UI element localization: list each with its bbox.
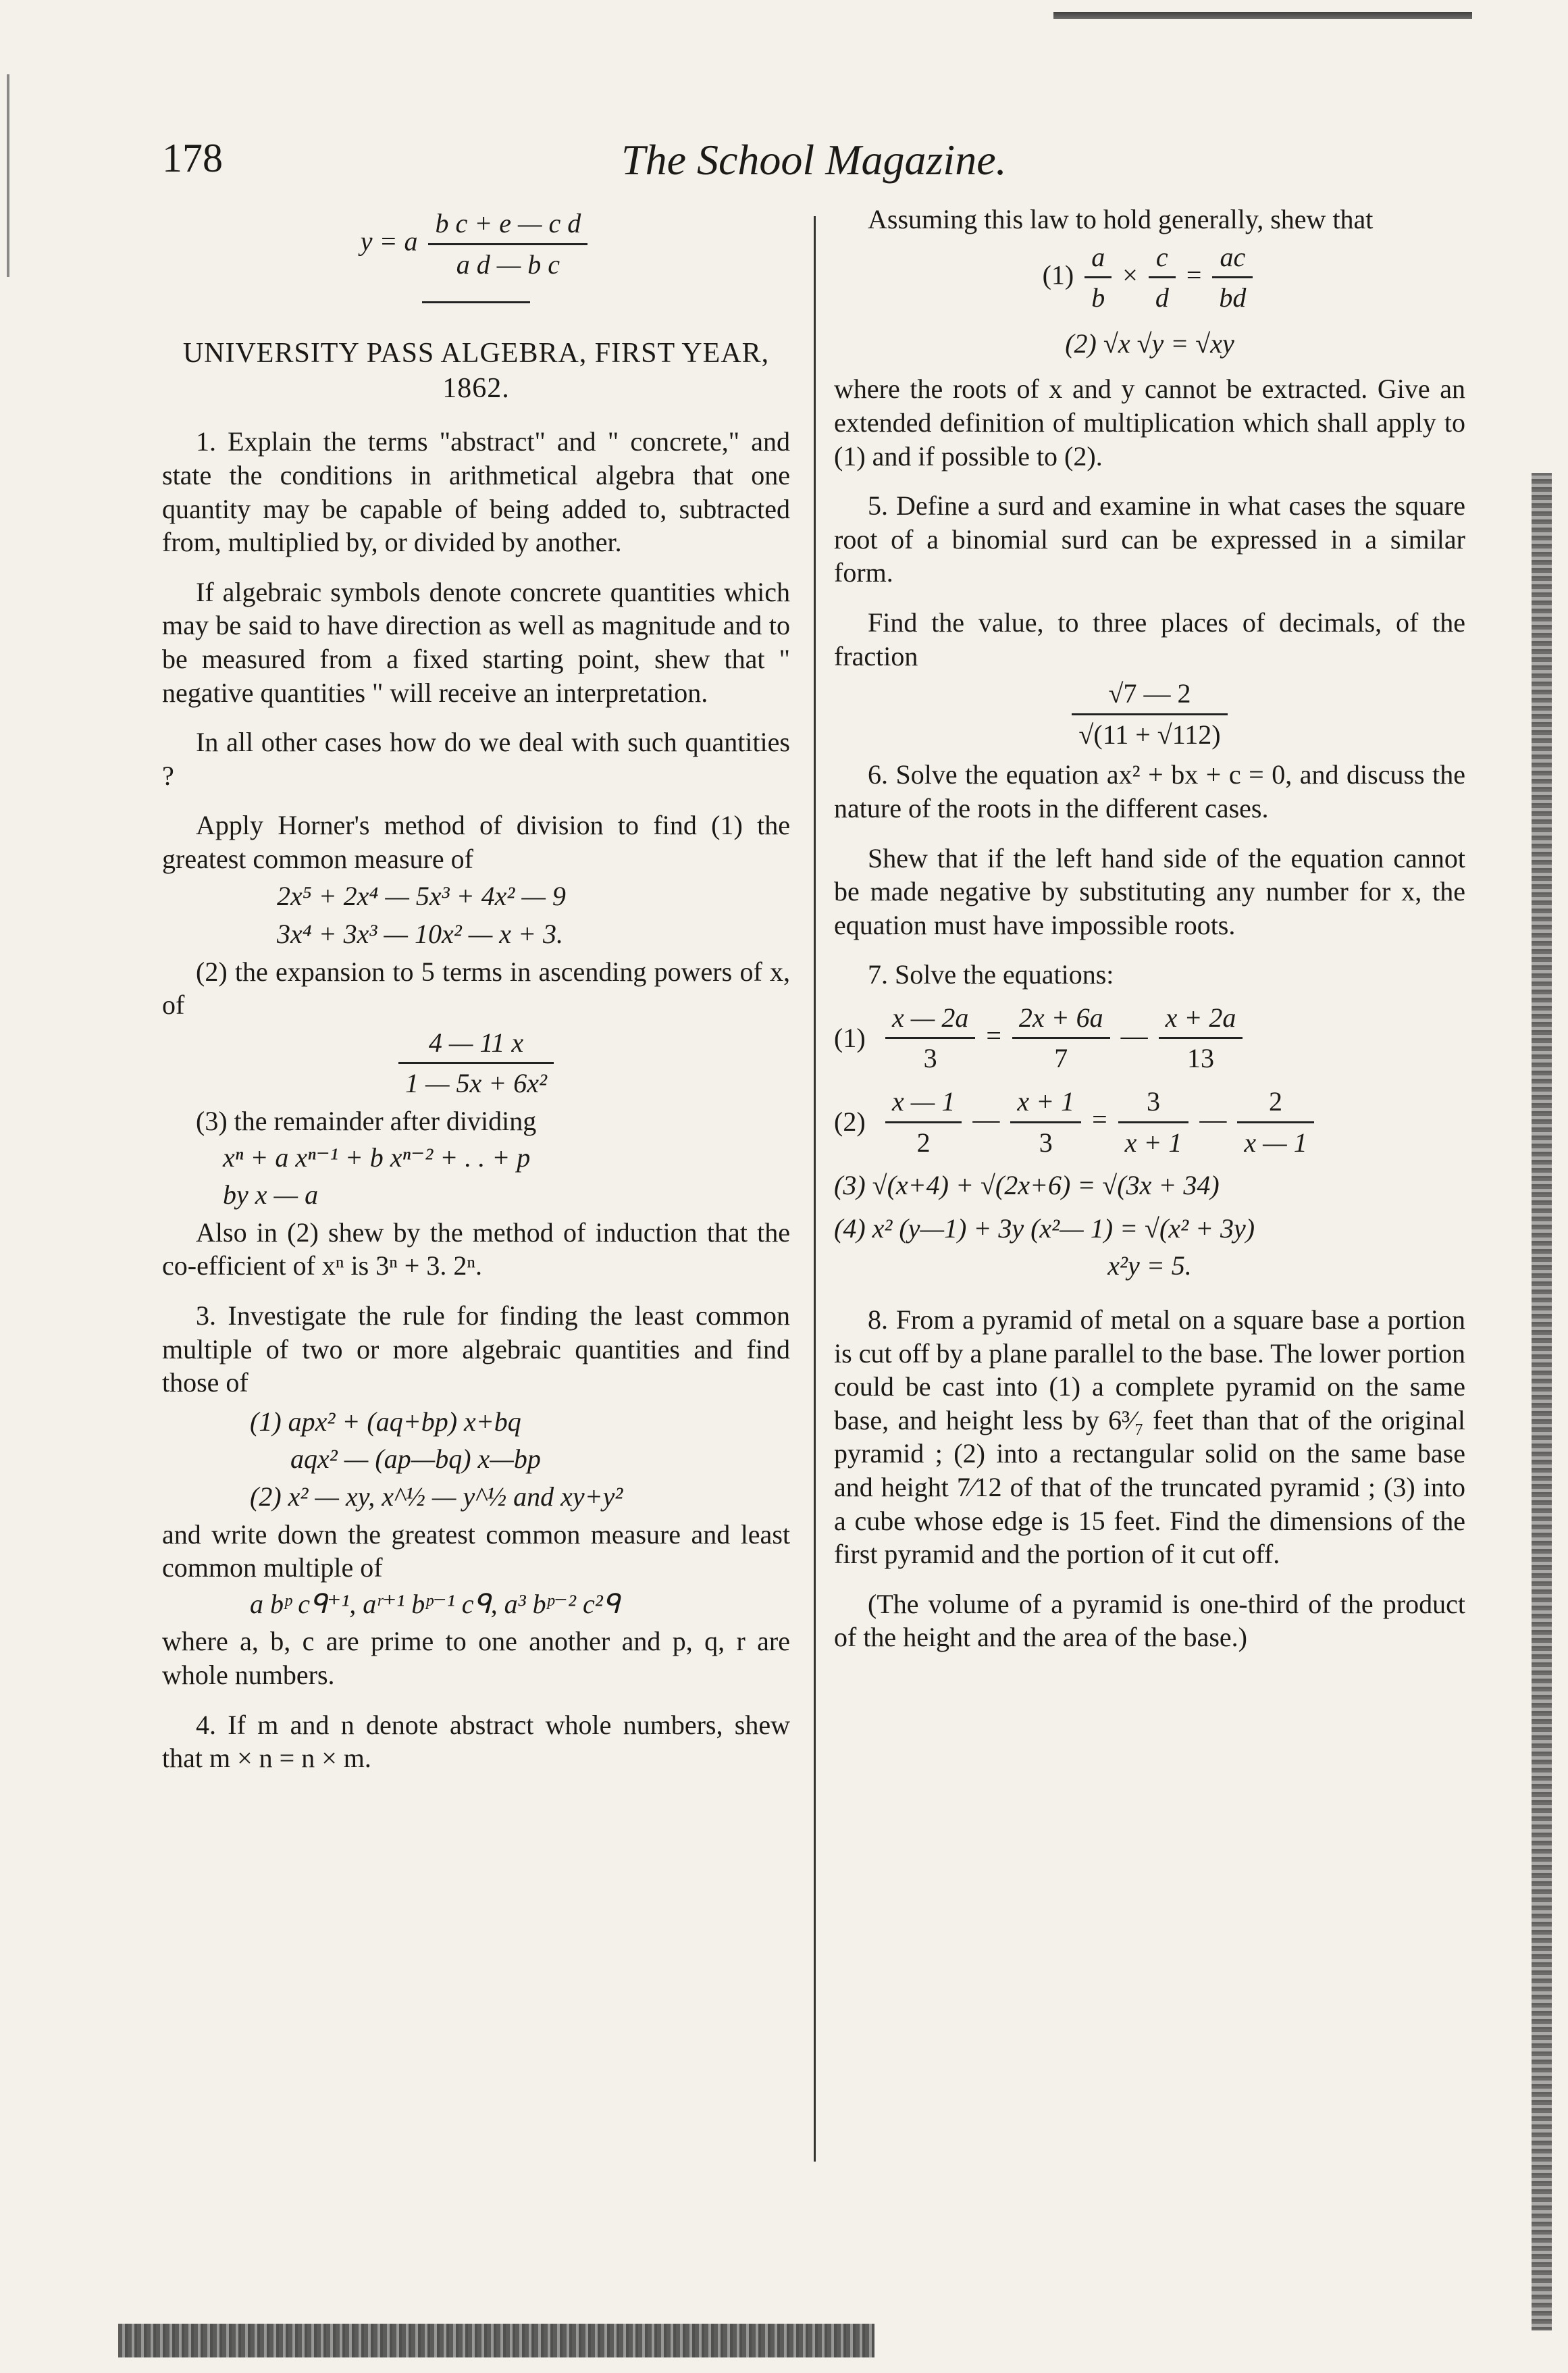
question-3-where: where a, b, c are prime to one another and p, q, r are whole numbers. [162,1626,790,1690]
formula-numerator: b c + e — c d [428,207,587,245]
question-6: 6. Solve the equation ax² + bx + c = 0, and discuss the nature of the roots in the different cases. [834,759,1465,823]
page-header [162,135,1465,189]
bottom-edge-rule [118,2324,874,2357]
equation-4-b: x²y = 5. [1107,1250,1192,1281]
equation-3: (3) √(x+4) + √(2x+6) = √(3x + 34) [834,1170,1220,1201]
eq2-minus-2: — [1199,1104,1227,1135]
law-1-c: c [1149,240,1176,279]
eq2-d4: x — 1 [1244,1127,1307,1158]
eq2-n4: 2 [1237,1085,1313,1123]
question-3-expr-4: a bᵖ cᑫ⁺¹, aʳ⁺¹ bᵖ⁻¹ cᑫ, a³ bᵖ⁻² c²ᑫ [250,1588,620,1619]
law-1 [834,240,1465,315]
law-1-frac-ac [1212,240,1253,315]
eq1-n1: x — 2a [885,1001,975,1040]
eq2-n1: x — 1 [885,1085,962,1123]
equals-sign: = [1186,259,1202,290]
question-8-note: (The volume of a pyramid is one-third of the product of the height and the area of the base.) [834,1588,1465,1653]
question-6-part-b: Shew that if the left hand side of the equation cannot be made negative by substituting any number for x, the equation must have impossible roots. [834,842,1465,940]
formula-fraction [428,207,587,281]
question-2-part-3-by: by x — a [223,1179,319,1210]
question-3-expr-3: (2) x² — xy, x^½ — y^½ and xy+y² [250,1481,623,1512]
question-2-part-3: (3) the remainder after dividing [196,1106,537,1137]
page-number: 178 [162,136,223,180]
question-2-fraction [162,1026,790,1100]
question-5: 5. Define a surd and examine in what cases the square root of a binomial surd can be expressed in a similar form. [834,490,1465,588]
left-edge-mark [7,74,9,277]
formula-lhs: y = a [360,226,418,257]
law-1-d: d [1155,282,1169,313]
question-2-part-2: (2) the expansion to 5 terms in ascending powers of x, of [162,956,790,1021]
question-4: 4. If m and n denote abstract whole numbers, shew that m × n = n × m. [162,1709,790,1774]
q5-numerator: √7 — 2 [1072,677,1227,715]
eq1-d2: 7 [1054,1043,1068,1074]
question-3-and: and write down the greatest common measure and least common multiple of [162,1519,790,1583]
question-1-part-c: In all other cases how do we deal with such quantities ? [162,727,790,791]
times-sign: × [1122,259,1138,290]
eq2-frac-2 [1010,1085,1081,1159]
formula-denominator: a d — b c [456,249,560,280]
question-2-part-3-expr: xⁿ + a xⁿ⁻¹ + b xⁿ⁻² + . . + p [223,1142,531,1173]
law-1-a: a [1084,240,1112,279]
exam-heading: UNIVERSITY PASS ALGEBRA, FIRST YEAR, 1862. [182,338,770,405]
eq1-equals: = [986,1020,1001,1051]
left-column [162,203,790,1791]
eq2-frac-3 [1118,1085,1189,1159]
law-1-bd: bd [1219,282,1247,313]
question-5-part-b: Find the value, to three places of decimals, of the fraction [834,607,1465,671]
question-3: 3. Investigate the rule for finding the least common multiple of two or more algebraic quantities and find those of [162,1300,790,1398]
section-rule [422,301,530,303]
law-text: where the roots of x and y cannot be extracted. Give an extended definition of multiplication which shall apply to (1) and if possible to (2). [834,374,1465,471]
q2-fraction-numerator: 4 — 11 x [398,1026,554,1065]
top-edge-rule [1053,12,1472,19]
question-2-expr-1: 2x⁵ + 2x⁴ — 5x³ + 4x² — 9 [277,881,566,912]
eq1-d3: 13 [1187,1043,1215,1074]
eq2-equals: = [1092,1104,1107,1135]
equation-4: (4) x² (y—1) + 3y (x²— 1) = √(x² + 3y) [834,1213,1255,1244]
q2-fraction [398,1026,554,1100]
column-divider [814,216,816,2162]
eq2-d2: 3 [1039,1127,1053,1158]
eq2-d3: x + 1 [1124,1127,1182,1158]
question-7: 7. Solve the equations: [868,959,1114,990]
question-2-induction: Also in (2) shew by the method of induction that the co-efficient of xⁿ is 3ⁿ + 3. 2ⁿ. [162,1217,790,1281]
question-3-expr-2: aqx² — (ap—bq) x—bp [290,1444,541,1475]
eq2-frac-1 [885,1085,962,1159]
eq2-n3: 3 [1118,1085,1189,1123]
question-1-part-b: If algebraic symbols denote concrete quantities which may be said to have direction as well as magnitude and to be measured from a fixed starting point, shew that " negative quantities " will receive an interpretation. [162,576,790,708]
question-8: 8. From a pyramid of metal on a square base a portion is cut off by a plane parallel to the base. The lower portion could be cast into (1) a complete pyramid on the same base, and height less by 6³⁄₇ feet than that of the original pyramid ; (2) into a rectangular solid on the same base and height 7⁄12 of that of the truncated pyramid ; (3) into a cube whose edge is 15 feet. Find the dimensions of the first pyramid and the portion of it cut off. [834,1304,1465,1570]
opening-formula [162,207,790,281]
equation-2 [834,1085,1465,1159]
q5-fraction [1072,677,1227,751]
eq1-frac-3 [1159,1001,1243,1075]
law-2: (2) √x √y = √xy [1065,328,1234,359]
equation-1-label: (1) [834,1023,866,1054]
law-intro: Assuming this law to hold generally, shew that [868,204,1374,234]
eq1-d1: 3 [923,1043,937,1074]
right-column [834,203,1465,1670]
question-2-expr-2: 3x⁴ + 3x³ — 10x² — x + 3. [277,919,564,950]
question-3-expr-1: (1) apx² + (aq+bp) x+bq [250,1406,521,1437]
eq2-minus-1: — [972,1104,1000,1135]
law-1-frac-a [1084,240,1112,315]
running-title: The School Magazine. [621,136,1007,184]
eq1-n3: x + 2a [1159,1001,1243,1040]
eq2-n2: x + 1 [1010,1085,1081,1123]
equation-2-label: (2) [834,1106,866,1138]
eq1-minus: — [1120,1020,1148,1051]
eq1-n2: 2x + 6a [1012,1001,1110,1040]
law-1-b: b [1091,282,1105,313]
law-1-ac: ac [1212,240,1253,279]
eq1-frac-2 [1012,1001,1110,1075]
eq2-frac-4 [1237,1085,1313,1159]
eq1-frac-1 [885,1001,975,1075]
question-1: 1. Explain the terms "abstract" and " concrete," and state the conditions in arithmetical algebra that one quantity may be capable of being added to, subtracted from, multiplied by, or divided by another. [162,426,790,558]
equation-1 [834,1001,1465,1075]
right-edge-binding [1532,473,1552,2330]
law-1-label: (1) [1042,259,1074,290]
eq2-d1: 2 [916,1127,931,1158]
q5-denominator: √(11 + √112) [1078,719,1221,750]
q2-fraction-denominator: 1 — 5x + 6x² [404,1068,548,1099]
law-1-frac-c [1149,240,1176,315]
question-5-fraction [834,677,1465,751]
question-2: Apply Horner's method of division to find (1) the greatest common measure of [162,810,790,874]
